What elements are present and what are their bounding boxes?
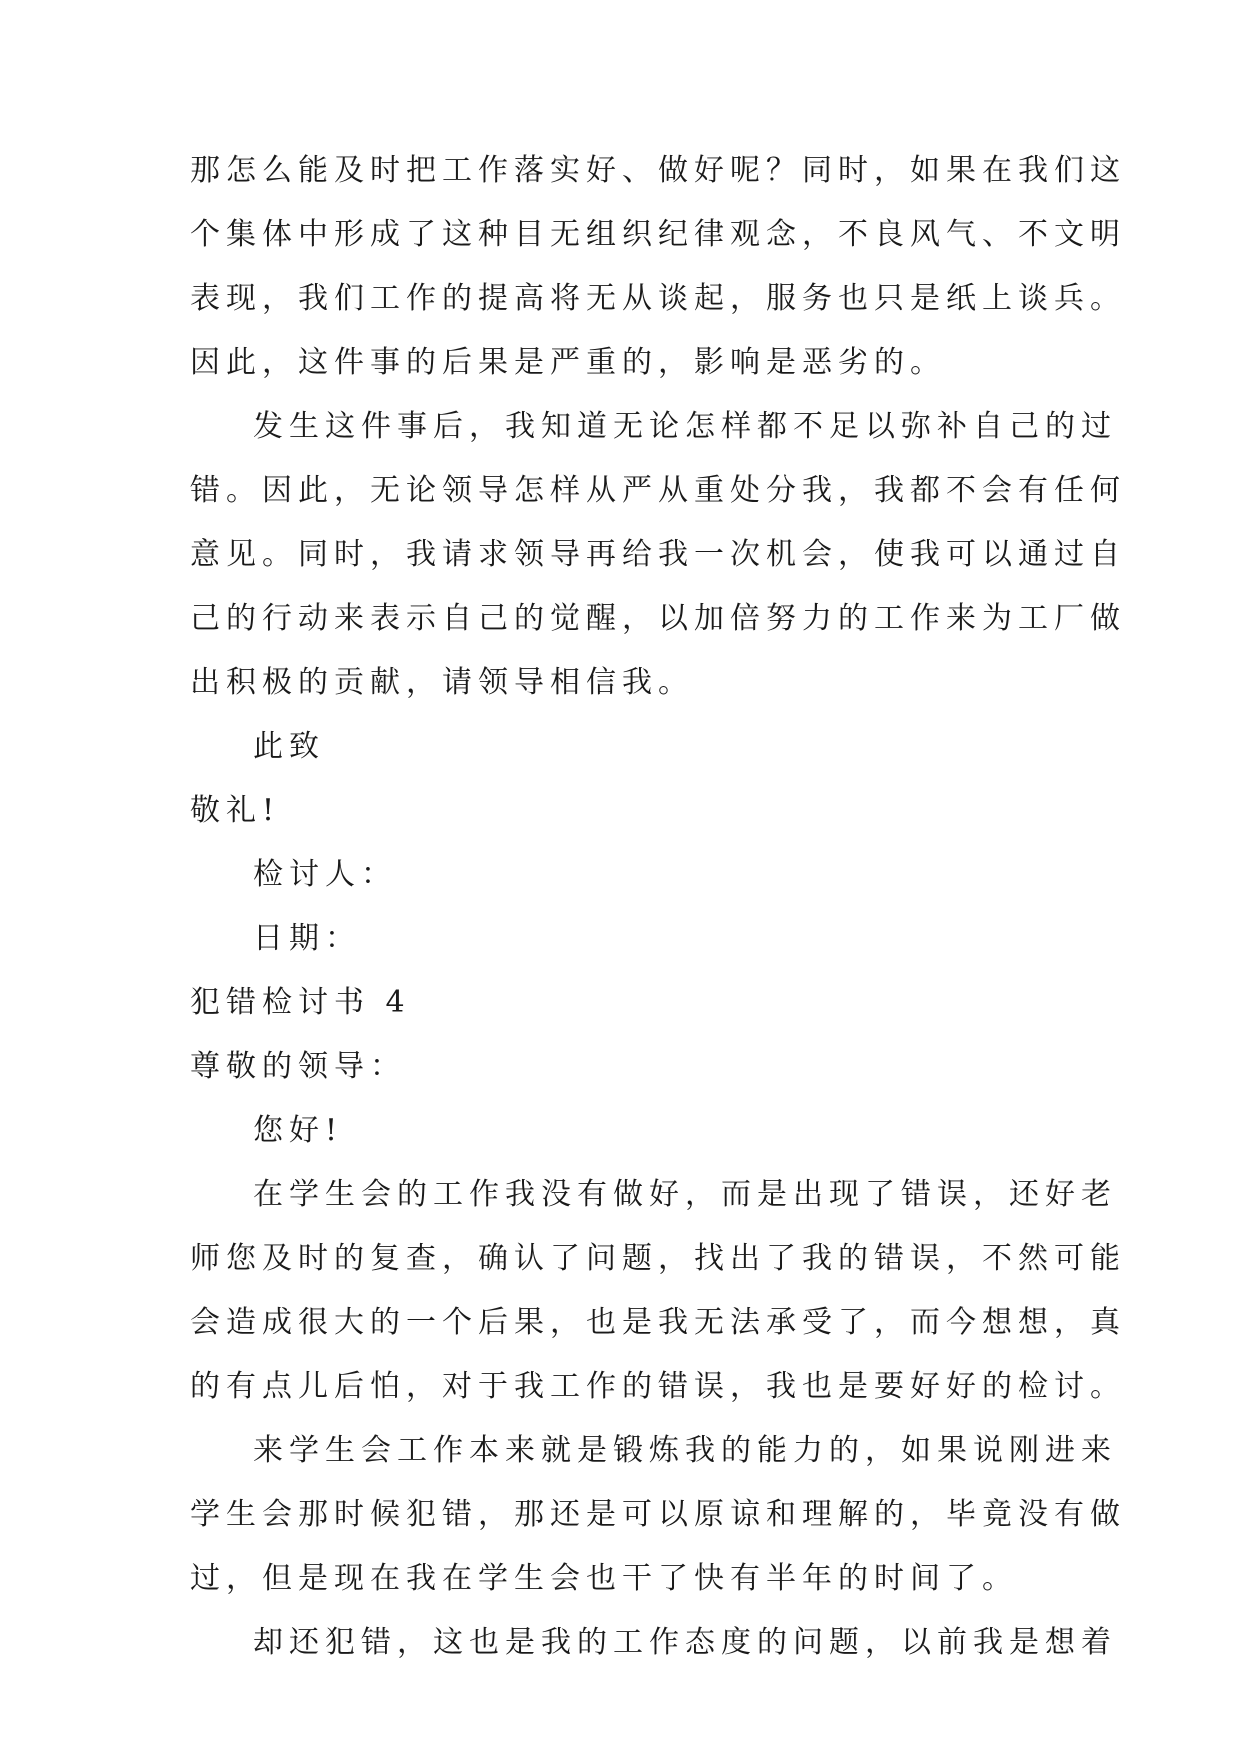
greeting-line: 尊敬的领导：: [190, 1049, 406, 1084]
text-line: 意见。同时，我请求领导再给我一次机会，使我可以通过自: [190, 537, 1126, 572]
text-line: 发生这件事后，我知道无论怎样都不足以弥补自己的过: [253, 409, 1117, 444]
text-line: 错。因此，无论领导怎样从严从重处分我，我都不会有任何: [190, 473, 1126, 508]
text-line: 在学生会的工作我没有做好，而是出现了错误，还好老: [253, 1177, 1117, 1212]
text-line: 出积极的贡献，请领导相信我。: [190, 665, 694, 700]
text-line: 学生会那时候犯错，那还是可以原谅和理解的，毕竟没有做: [190, 1497, 1126, 1532]
text-line: 师您及时的复查，确认了问题，找出了我的错误，不然可能: [190, 1241, 1126, 1276]
text-line: 来学生会工作本来就是锻炼我的能力的，如果说刚进来: [253, 1433, 1117, 1468]
closing-line: 此致: [253, 729, 325, 764]
text-line: 过，但是现在我在学生会也干了快有半年的时间了。: [190, 1561, 1018, 1596]
text-line: 个集体中形成了这种目无组织纪律观念，不良风气、不文明: [190, 217, 1126, 252]
text-line: 的有点儿后怕，对于我工作的错误，我也是要好好的检讨。: [190, 1369, 1126, 1404]
text-line: 表现，我们工作的提高将无从谈起，服务也只是纸上谈兵。: [190, 281, 1126, 316]
text-line: 却还犯错，这也是我的工作态度的问题，以前我是想着: [253, 1625, 1117, 1660]
text-line: 会造成很大的一个后果，也是我无法承受了，而今想想，真: [190, 1305, 1126, 1340]
text-line: 己的行动来表示自己的觉醒，以加倍努力的工作来为工厂做: [190, 601, 1126, 636]
text-line: 因此，这件事的后果是严重的，影响是恶劣的。: [190, 345, 946, 380]
text-line: 那怎么能及时把工作落实好、做好呢？同时，如果在我们这: [190, 153, 1126, 188]
section-title: 犯错检讨书 4: [190, 985, 411, 1020]
salutation-line: 敬礼!: [190, 793, 281, 828]
signer-line: 检讨人：: [253, 857, 397, 892]
date-line: 日期：: [253, 921, 361, 956]
greeting-line: 您好!: [253, 1113, 344, 1148]
